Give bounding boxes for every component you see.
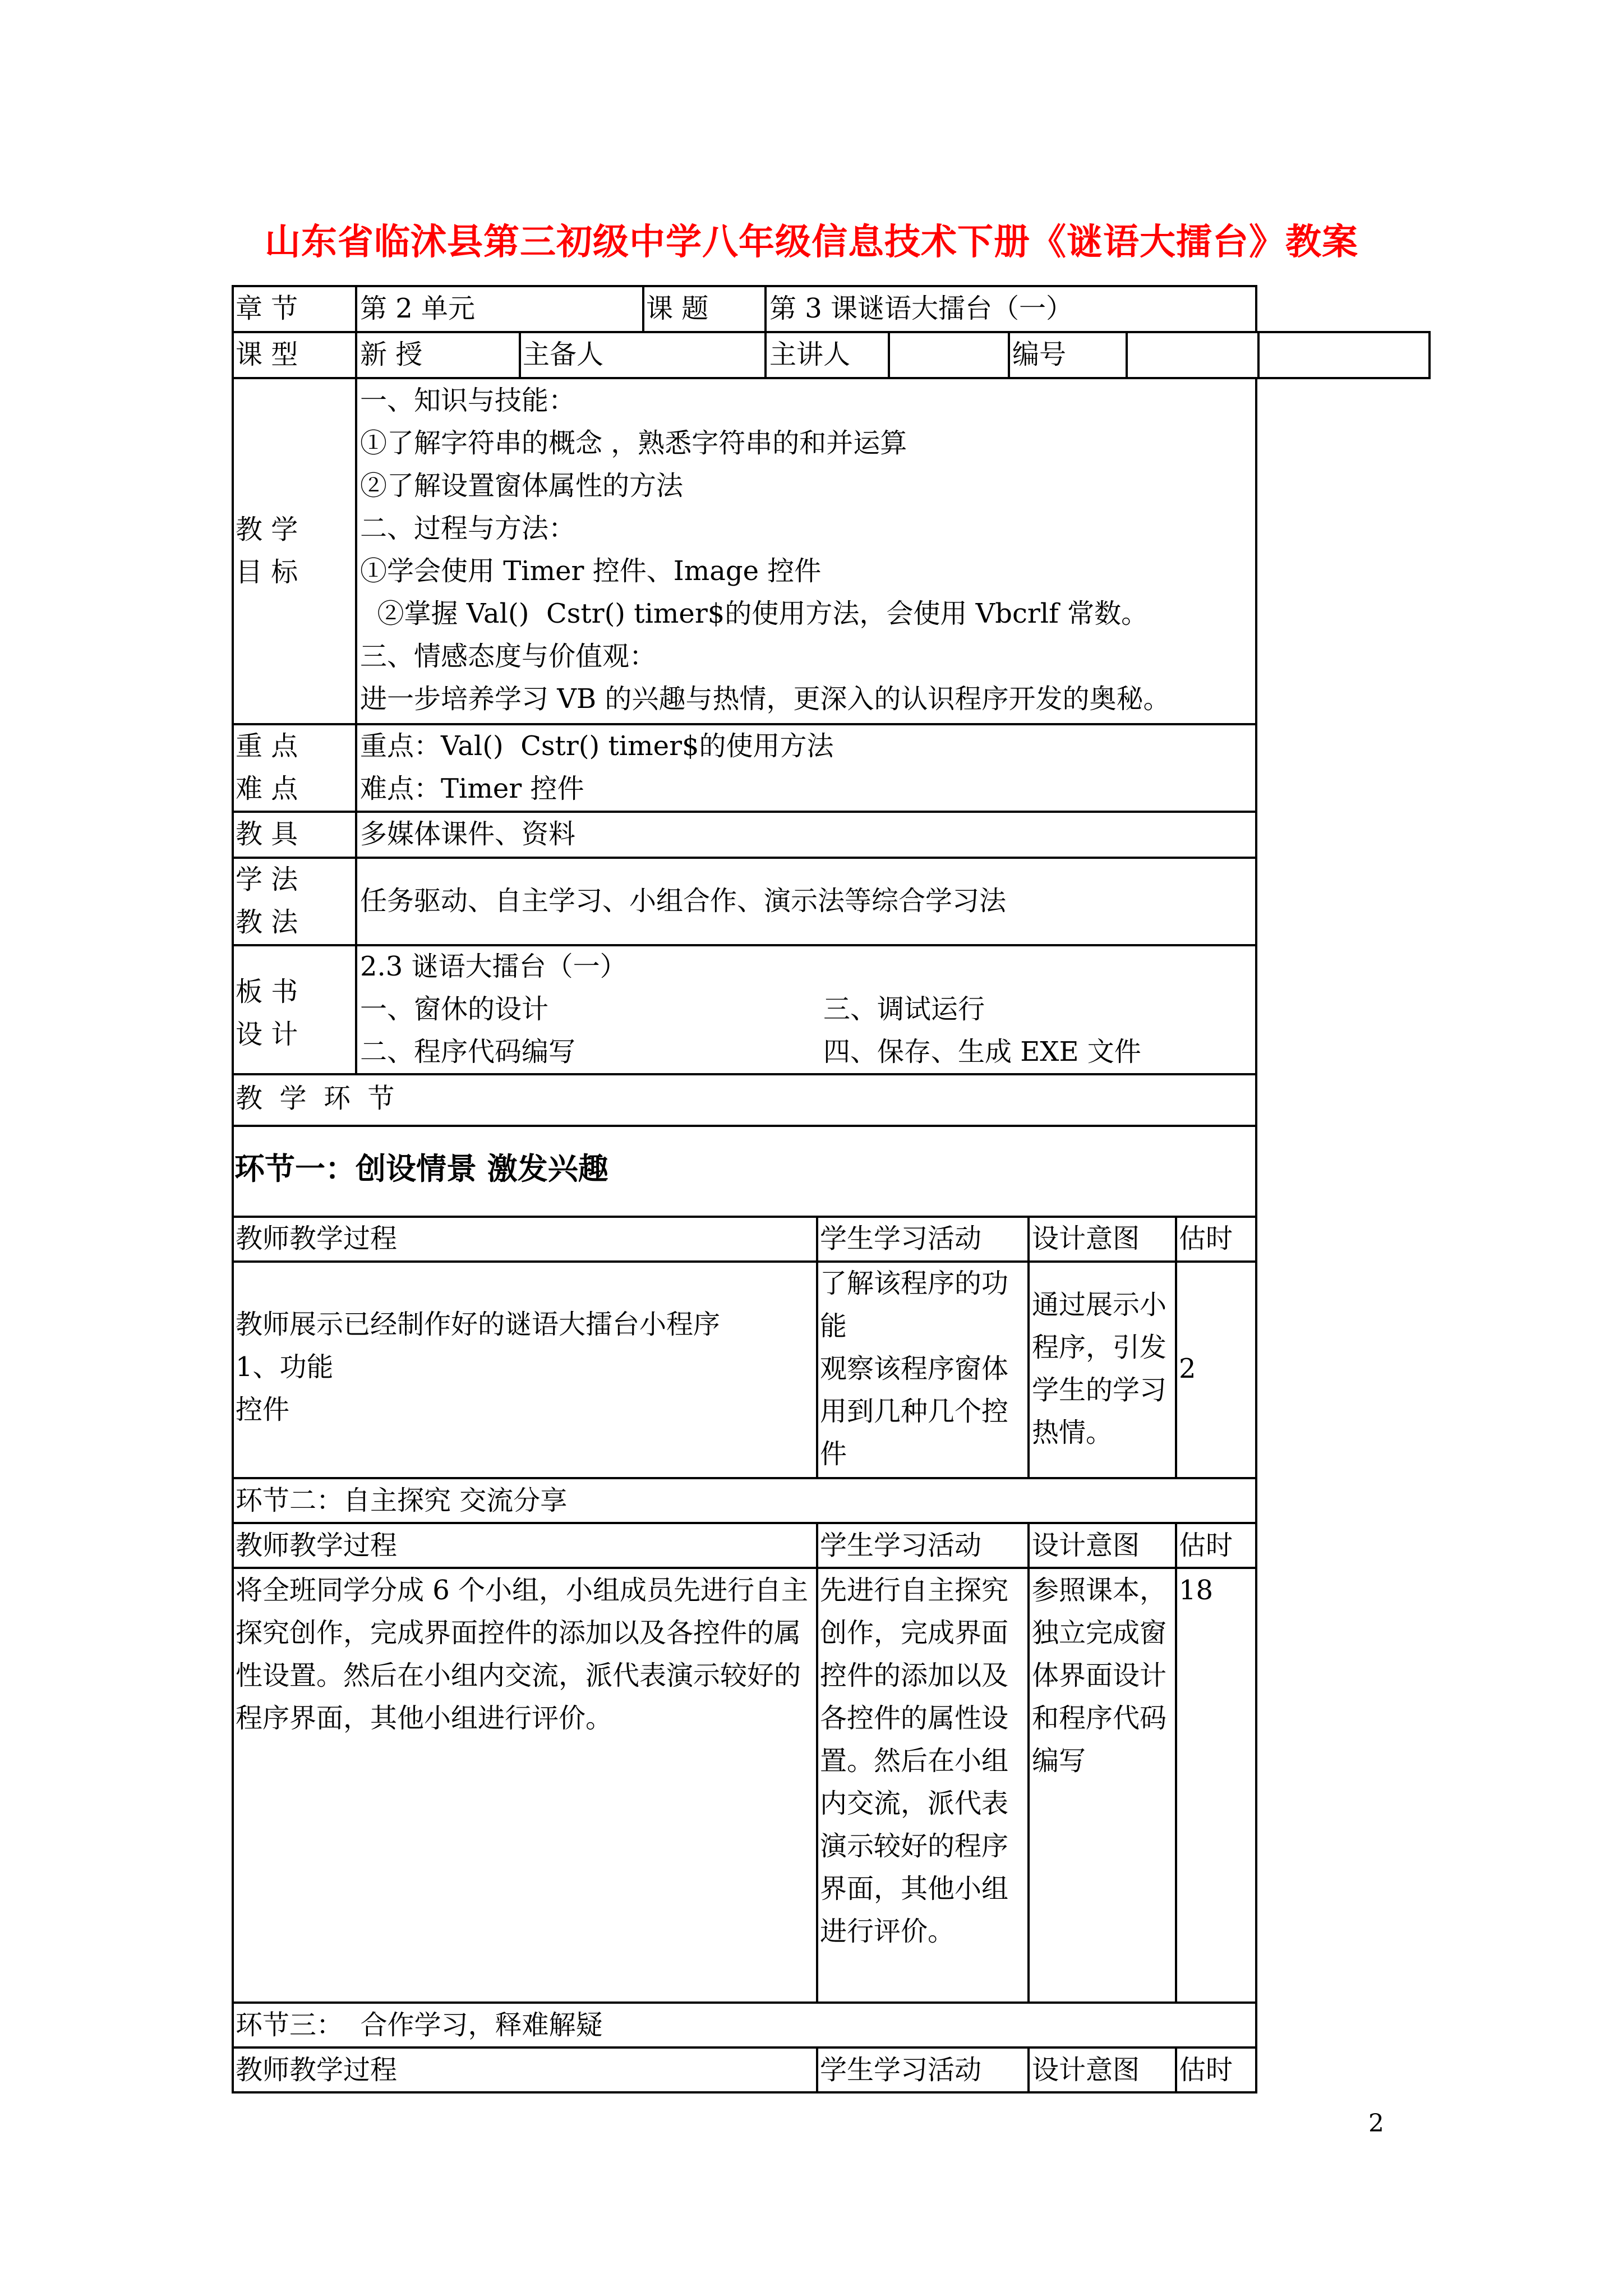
objective-line: ①学会使用 Timer 控件、Image 控件 [360,555,822,587]
column-time: 估时 [1179,1530,1233,1561]
column-student: 学生学习活动 [820,2054,982,2086]
board-label-1: 板 书 [236,976,298,1007]
tools-label: 教 具 [236,818,298,850]
column-student: 学生学习活动 [820,1223,982,1254]
section-1-teacher-line: 1、功能 [236,1351,334,1383]
column-intent: 设计意图 [1032,1223,1140,1254]
section-3-title: 环节三： 合作学习，释难解疑 [236,2009,603,2041]
keypoints-label-2: 难 点 [236,773,298,804]
preparer-label: 主备人 [523,339,604,370]
section-1-title: 环节一：创设情景 激发兴趣 [234,1151,608,1186]
page-number: 2 [1368,2109,1384,2138]
objective-line: ②了解设置窗体属性的方法 [360,470,684,501]
section-2-time: 18 [1179,1575,1214,1606]
type-label: 课 型 [236,339,298,370]
tools-value: 多媒体课件、资料 [360,818,576,850]
chapter-label: 章 节 [236,293,298,324]
board-heading: 2.3 谜语大擂台（一） [360,951,627,982]
board-item: 一、窗休的设计 [360,993,549,1025]
objective-line: 进一步培养学习 VB 的兴趣与热情，更深入的认识程序开发的奥秘。 [360,683,1170,715]
objective-line: 三、情感态度与价值观： [360,641,657,672]
topic-value: 第 3 课谜语大擂台（一） [769,293,1073,324]
difficulty-line: 难点：Timer 控件 [360,773,584,804]
section-2-teacher: 将全班同学分成 6 个小组，小组成员先进行自主探究创作，完成界面控件的添加以及各控件的属性设置。然后在小组内交流，派代表演示较好的程序界面，其他小组进行评价。 [236,1575,809,1734]
page-title: 山东省临沭县第三初级中学八年级信息技术下册《谜语大擂台》教案 [265,221,1358,263]
number-label: 编号 [1012,339,1067,370]
methods-label-1: 学 法 [236,864,298,895]
column-time: 估时 [1179,1223,1233,1254]
column-teacher: 教师教学过程 [236,1223,398,1254]
column-intent: 设计意图 [1032,2054,1140,2086]
methods-value: 任务驱动、自主学习、小组合作、演示法等综合学习法 [360,885,1007,917]
keypoints-label-1: 重 点 [236,730,298,762]
column-intent: 设计意图 [1032,1530,1140,1561]
board-item: 四、保存、生成 EXE 文件 [823,1036,1141,1068]
section-2-student: 先进行自主探究创作，完成界面控件的添加以及各控件的属性设置。然后在小组内交流，派代表演示较好的程序界面，其他小组进行评价。 [820,1575,1009,1947]
section-1-teacher-line: 教师展示已经制作好的谜语大擂台小程序 [236,1309,721,1340]
objectives-label-1: 教 学 [236,514,298,545]
objectives-label-2: 目 标 [236,556,298,588]
board-item: 二、程序代码编写 [360,1036,576,1068]
column-teacher: 教师教学过程 [236,2054,398,2086]
objective-line: 一、知识与技能： [360,385,576,416]
section-1-student: 了解该程序的功能 观察该程序窗体用到几种几个控件 [820,1268,1009,1470]
methods-label-2: 教 法 [236,907,298,938]
keypoint-line: 重点：Val() Cstr() timer$的使用方法 [360,730,834,762]
section-2-intent: 参照课本，独立完成窗体界面设计和程序代码编写 [1032,1575,1167,1777]
topic-label: 课 题 [646,293,709,324]
board-item: 三、调试运行 [823,993,985,1025]
type-value: 新 授 [360,339,423,370]
chapter-value: 第 2 单元 [360,293,476,324]
section-1-teacher-line: 控件 [236,1394,290,1425]
column-teacher: 教师教学过程 [236,1530,398,1561]
column-student: 学生学习活动 [820,1530,982,1561]
teaching-steps-label: 教 学 环 节 [236,1083,395,1114]
section-1-intent: 通过展示小程序，引发学生的学习热情。 [1032,1289,1167,1448]
objective-line: ②掌握 Val() Cstr() timer$的使用方法，会使用 Vbcrlf 常数。 [360,598,1149,629]
speaker-label: 主讲人 [769,339,851,370]
section-2-title: 环节二：自主探究 交流分享 [236,1485,568,1516]
objective-line: ①了解字符串的概念 ，熟悉字符串的和并运算 [360,427,907,459]
column-time: 估时 [1179,2054,1233,2086]
section-1-time: 2 [1179,1353,1196,1384]
objective-line: 二、过程与方法： [360,513,576,544]
board-label-2: 设 计 [236,1019,298,1050]
